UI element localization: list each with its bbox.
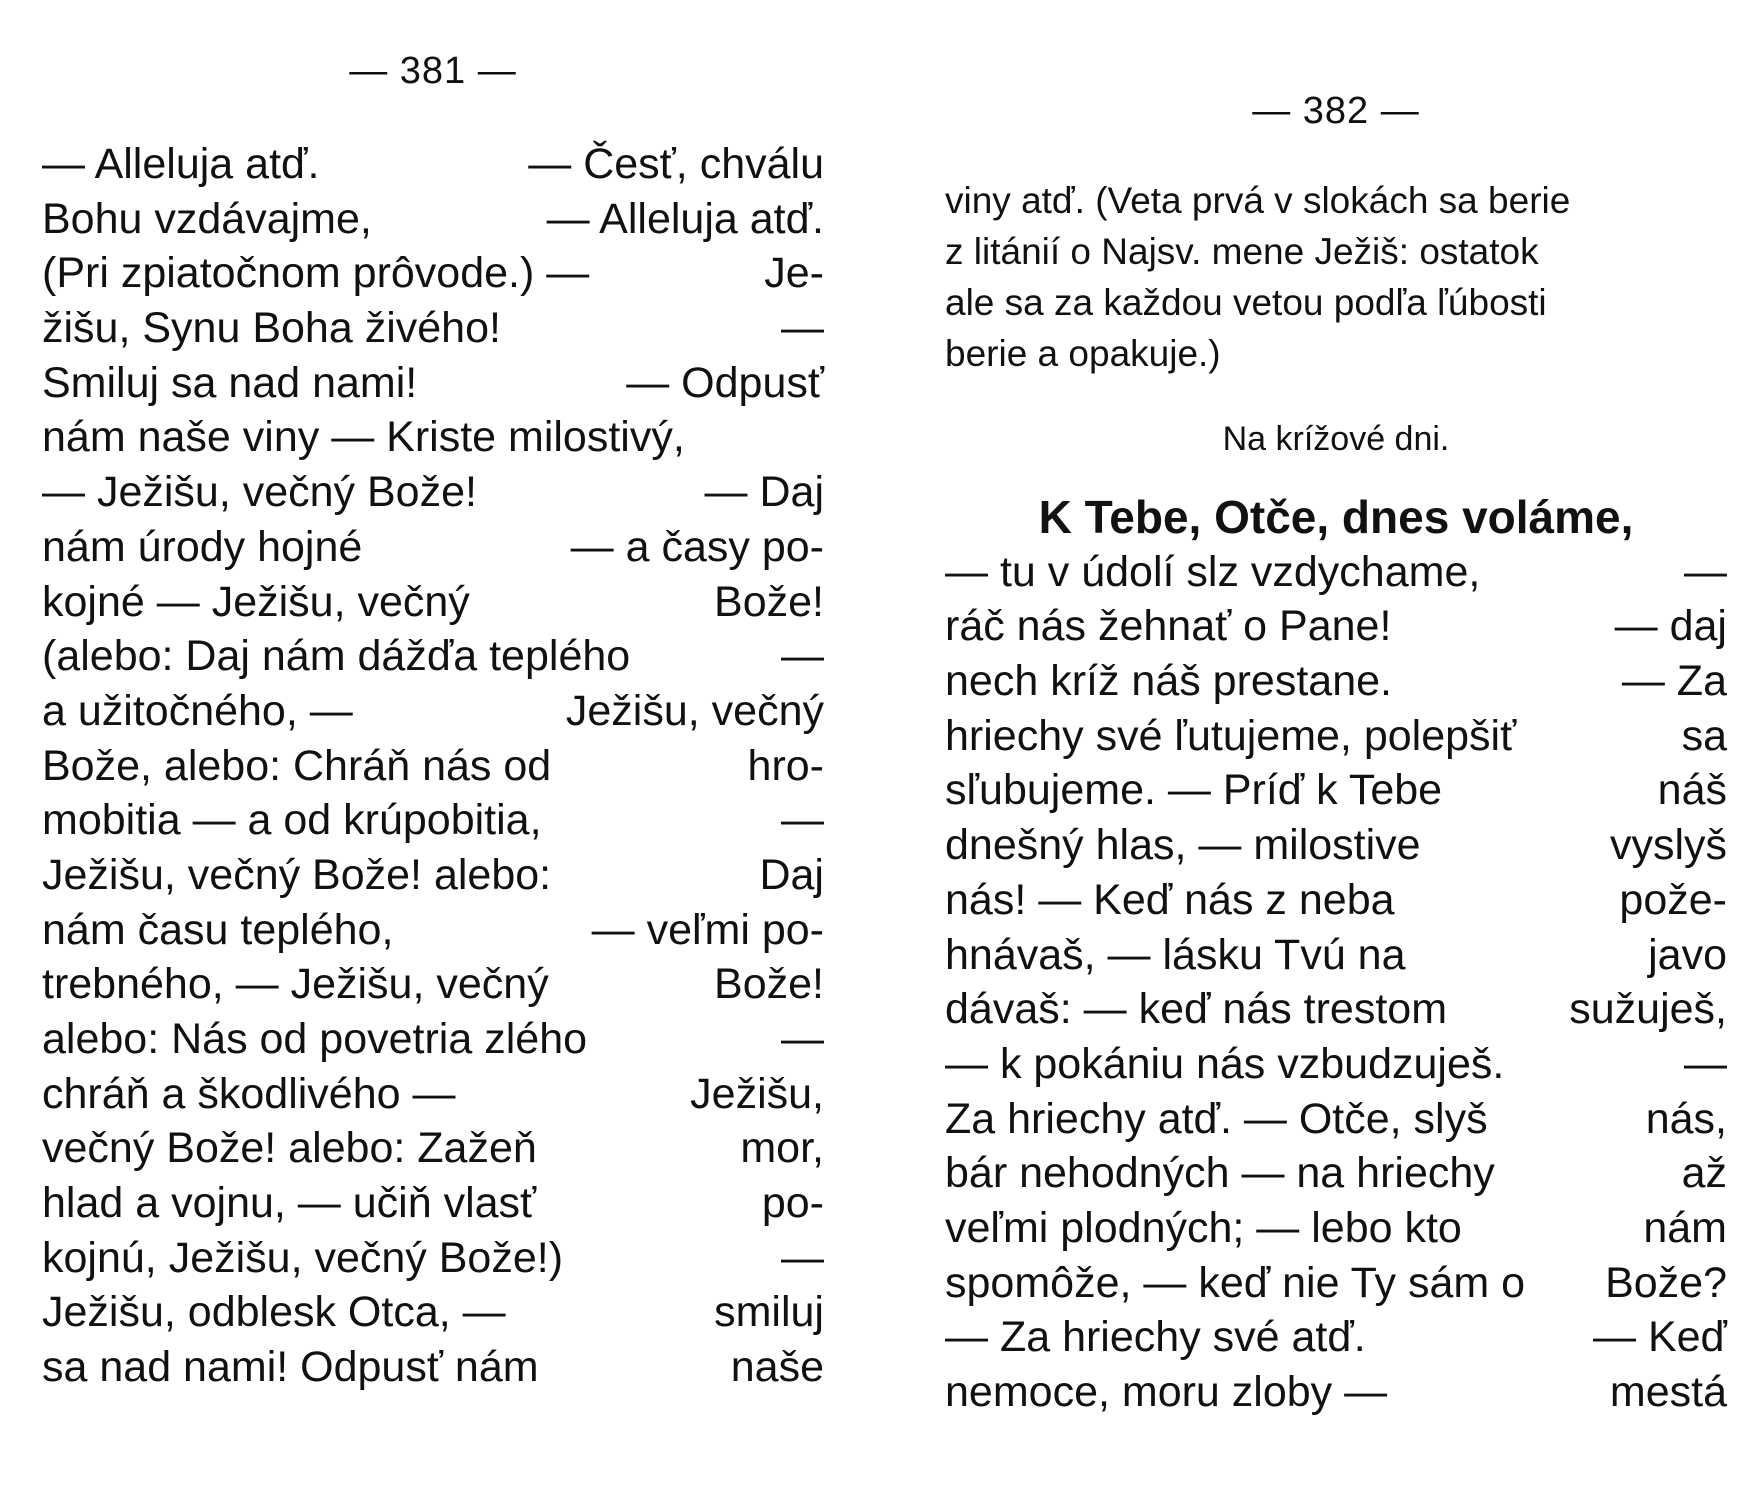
hymn-line-segment: hriechy své ľutujeme, polepšiť [945,711,1517,760]
left-page-line [42,848,824,903]
left-page-line-segment: Ježišu, večný Bože! alebo: [42,850,552,899]
hymn-line-segment: — daj [1614,602,1727,651]
left-page-line-segment: večný Bože! alebo: Zažeň [42,1124,537,1173]
hymn-text [945,490,1727,1420]
left-page-line-segment: Ježišu, večný [565,686,824,735]
left-page-line-segment: (alebo: Daj nám dážďa teplého [42,632,631,681]
hymn-line-segment: pože- [1619,875,1727,924]
right-intro-line-segment: berie a opakuje.) [945,333,1221,374]
hymn-line-segment: Bože? [1605,1258,1727,1307]
hymn-line [945,763,1727,818]
hymn-line [945,873,1727,928]
hymn-line-segment: mestá [1609,1368,1727,1416]
left-page-line-segment: — Odpusť [626,358,824,407]
left-page-line [42,1067,824,1122]
hymn-line-segment: — [1684,547,1727,596]
left-page-line [42,629,824,684]
hymn-line-segment: bár nehodných — na hriechy [945,1149,1495,1198]
hymn-line-segment: náš [1657,766,1727,815]
hymn-line-segment: nemoce, moru zloby — [945,1368,1388,1416]
left-page-line-segment: chráň a škodlivého — [42,1069,456,1118]
left-page-line [42,1176,824,1231]
right-intro-line-segment: z litánií o Najsv. mene Ježiš: ostatok [945,231,1539,272]
hymn-line-segment: javo [1648,930,1727,979]
left-page-line-segment: Bohu vzdávajme, [42,194,372,243]
left-page-line-segment: kojnú, Ježišu, večný Bože!) [42,1233,564,1282]
hymn-line [945,1037,1727,1092]
left-page-line-segment: — a časy po- [570,522,824,571]
left-page-line-segment: smiluj [714,1288,824,1337]
hymn-line-segment: — tu v údolí slz vzdychame, [945,547,1481,596]
left-page-line [42,739,824,794]
left-page-line-segment: po- [761,1179,824,1228]
left-page-line-segment: Bože! [714,960,824,1009]
left-page-line [42,575,824,630]
left-page-line [42,1285,824,1340]
right-intro-line [945,175,1727,226]
hymn-line [945,709,1727,764]
hymn-line [945,1256,1727,1311]
left-page-line-segment: mor, [740,1124,824,1173]
left-page-line-segment: Bože, alebo: Chráň nás od [42,741,552,790]
hymn-line-segment: až [1681,1149,1727,1198]
left-page-line [42,793,824,848]
left-page-line [42,1121,824,1176]
hymn-line [945,1365,1727,1420]
hymn-line-segment: nás, [1645,1094,1727,1143]
left-page-line-segment: — Alleluja atď. [546,194,824,243]
hymn-line-segment: — Za hriechy své atď. [945,1313,1366,1362]
left-page-line-segment: nám úrody hojné [42,522,363,571]
left-page-line [42,356,824,411]
hymn-line-segment: — Za [1621,657,1727,706]
left-page-line [42,465,824,520]
left-page-line [42,246,824,301]
hymn-line-segment: sužuješ, [1569,985,1727,1034]
hymn-line-segment: dávaš: — keď nás trestom [945,985,1448,1034]
left-page-line [42,684,824,739]
left-page-line-segment: Ježišu, [690,1069,824,1118]
left-page-line-segment: Smiluj sa nad nami! [42,358,418,407]
page-number-right: — 382 — [1252,90,1420,132]
left-page-line-segment: trebného, — Ježišu, večný [42,960,549,1009]
left-page-line [42,1231,824,1286]
hymn-line-segment: nás! — Keď nás z neba [945,875,1395,924]
hymn-line [945,1146,1727,1201]
hymn-line [945,545,1727,600]
left-page-line-segment: — [781,1015,824,1063]
left-page-line-segment: nám času teplého, [42,905,394,954]
right-intro-line [945,226,1727,277]
page-number-left: — 381 — [349,50,517,92]
hymn-line [945,928,1727,983]
hymn-line-segment: Za hriechy atď. — Otče, slyš [945,1094,1488,1143]
left-page-line-segment: — Česť, chválu [528,140,824,188]
hymn-line-segment: sľubujeme. — Príď k Tebe [945,766,1443,815]
left-page-line-segment: Daj [759,850,824,899]
left-page-line-segment: alebo: Nás od povetria zlého [42,1015,588,1063]
left-page-line-segment: — [781,304,824,353]
left-page-line [42,1012,824,1067]
hymn-line [945,982,1727,1037]
left-page-line [42,410,824,465]
hymn-line [945,599,1727,654]
left-page-line-segment: hlad a vojnu, — učiň vlasť [42,1179,537,1228]
left-page-line-segment: — Ježišu, večný Bože! [42,468,477,517]
left-page-line-segment: (Pri zpiatočnom prôvode.) — [42,249,590,298]
left-page-line-segment: — Daj [704,468,824,517]
hymn-line-segment: dnešný hlas, — milostive [945,821,1421,870]
left-page-line-segment: — [781,796,824,845]
left-page-line-segment: mobitia — a od krúpobitia, [42,796,542,845]
left-page-line [42,137,824,192]
hymn-line [945,1201,1727,1256]
left-page-line [42,957,824,1012]
hymn-line-segment: nám [1643,1203,1727,1252]
right-intro-line [945,277,1727,328]
section-title: Na krížové dni. [1222,420,1450,458]
hymn-line-segment: veľmi plodných; — lebo kto [945,1203,1462,1252]
left-page-line-segment: — [781,632,824,681]
left-page-line-segment: nám naše viny — Kriste milostivý, [42,413,685,462]
left-page-line-segment: kojné — Ježišu, večný [42,577,470,626]
left-page-line-segment: a užitočného, — [42,686,353,735]
left-page-line [42,903,824,958]
hymn-line-segment: hnávaš, — lásku Tvú na [945,930,1406,979]
hymn-line-segment: sa [1681,711,1727,760]
hymn-line [945,1092,1727,1147]
hymn-line [945,1310,1727,1365]
left-page-text [42,137,824,1395]
hymn-line-segment: ráč nás žehnať o Pane! [945,602,1392,651]
left-page-line-segment: Bože! [714,577,824,626]
hymn-line [945,818,1727,873]
left-page-line-segment: hro- [747,741,824,790]
left-page-line [42,1340,824,1395]
left-page-line-segment: sa nad nami! Odpusť nám [42,1343,539,1392]
left-page-line-segment: žišu, Synu Boha živého! [42,304,501,353]
left-page-line-segment: Ježišu, odblesk Otca, — [42,1288,506,1337]
hymn-line-segment: — Keď [1593,1313,1727,1362]
hymn-line-segment: — [1684,1039,1727,1088]
right-intro-line-segment: viny atď. (Veta prvá v slokách sa berie [945,180,1571,221]
left-page-line-segment: — Alleluja atď. [42,140,320,188]
left-page-line [42,301,824,356]
hymn-line-segment: — k pokániu nás vzbudzuješ. [945,1039,1505,1088]
hymn-line [945,654,1727,709]
left-page-line-segment: — [781,1233,824,1282]
hymn-line-segment: nech kríž náš prestane. [945,657,1392,706]
right-intro-line-segment: ale sa za každou vetou podľa ľúbosti [945,282,1547,323]
left-page-line-segment: — veľmi po- [591,905,824,954]
hymn-line-segment: vyslyš [1609,821,1727,870]
hymn-line-segment: spomôže, — keď nie Ty sám o [945,1258,1526,1307]
right-intro-line [945,328,1727,379]
hymn-first-line: K Tebe, Otče, dnes voláme, [1038,491,1634,543]
left-page-line-segment: naše [730,1343,824,1392]
right-page-intro [945,175,1727,379]
left-page-line [42,520,824,575]
left-page-line [42,192,824,247]
left-page-line-segment: Je- [764,249,824,298]
